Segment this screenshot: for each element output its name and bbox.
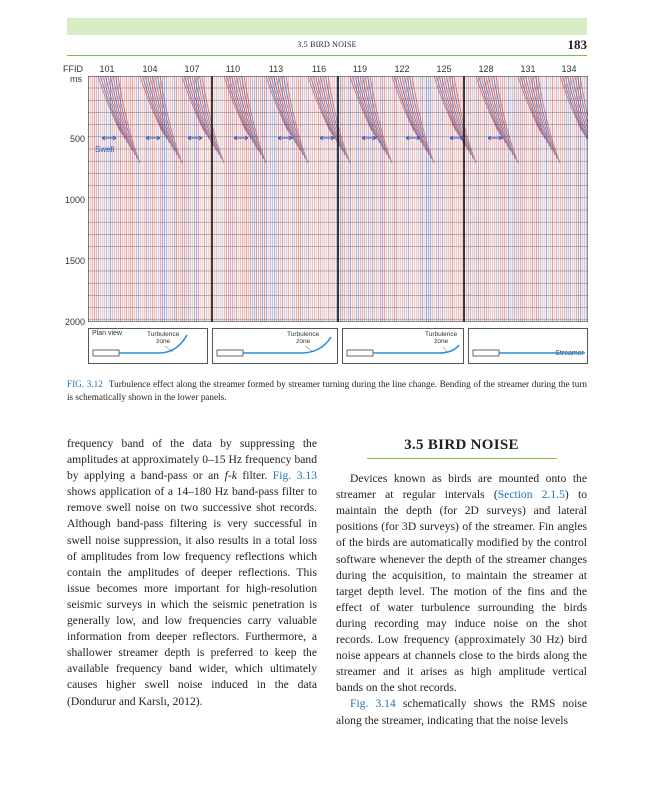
swell-label: Swell	[95, 145, 115, 154]
figure-link[interactable]: Fig. 3.14	[350, 697, 396, 711]
right-column	[336, 436, 587, 729]
figure-caption	[67, 378, 587, 404]
right-paragraph-2	[336, 696, 587, 728]
header-color-band	[67, 18, 587, 35]
ffid-tick-label: 101	[99, 64, 115, 74]
ffid-tick-label: 125	[436, 64, 452, 74]
figure-caption-label: FIG. 3.12	[67, 379, 103, 389]
ffid-tick-label: 113	[268, 64, 284, 74]
turbulence-label-line: Turbulence	[425, 331, 458, 338]
text-run: shows application of a 14–180 Hz band-pass filter to remove swell noise on two successive shot records. Although band-pass filtering is very successful in swell noise suppression, it also results in a total loss of amplitudes from low frequency reflections which contain the amplitudes of deeper reflections. This issue becomes more important for high-resolution seismic surveys in which the seismic penetration is generally low, and low frequencies carry valuable information from deeper reflectors. Furthermore, a shallower streamer depth is preferred to keep the available frequency band wider, which ultimately causes higher swell noise induced in the data (Dondurur and Karslı, 2012).	[67, 485, 317, 708]
text-run: frequency band of the data by suppressing the amplitudes at approximately 0–15 Hz frequency band by applying a band-pass or an	[67, 437, 317, 483]
turbulence-pointer	[443, 347, 447, 352]
text-run: filter.	[236, 469, 273, 483]
section-heading: 3.5 BIRD NOISE	[404, 437, 519, 453]
ffid-axis-label: FFID	[63, 64, 83, 74]
header-rule	[67, 55, 587, 56]
ffid-tick-label: 107	[184, 64, 200, 74]
time-tick-label: 1000	[64, 195, 85, 205]
streamer-curve-2	[213, 329, 337, 363]
ffid-tick-label: 134	[561, 64, 577, 74]
time-axis-unit-label: ms	[70, 74, 82, 84]
time-tick-label: 500	[69, 134, 85, 144]
ffid-tick-row	[88, 64, 588, 76]
vessel-icon	[473, 350, 499, 356]
turbulence-label-line: Turbulence	[287, 331, 320, 338]
plan-panel-4	[468, 328, 588, 364]
text-run: Devices known as birds are mounted onto the streamer at regular intervals (	[336, 472, 587, 502]
running-section-title: 3.5 BIRD NOISE	[297, 40, 357, 49]
right-paragraph-1	[336, 471, 587, 696]
ffid-tick-label: 110	[225, 64, 241, 74]
text-run: schematically shows the RMS noise along the streamer, indicating that the noise levels	[336, 697, 587, 727]
left-column	[67, 436, 317, 710]
zone-label-line: zone	[156, 338, 171, 345]
streamer-line	[243, 337, 331, 353]
figure-3-12	[60, 62, 590, 370]
zone-label-line: zone	[296, 338, 311, 345]
vessel-icon	[217, 350, 243, 356]
text-run: ) to maintain the depth (for 2D surveys) and lateral positions (for 3D surveys) of the streamer. Fin angles of the birds are automatically modified by the control software whenever the depth of the streamer changes during the acquisition, to maintain the streamer at target depth level. The motion of the fins and the effect of water turbulence surrounding the birds during recording may induce noise on the shot records. Low frequency (approximately 30 Hz) bird noise appears at channels close to the birds along the streamer and it arises as high amplitude vertical bands on the shot records.	[336, 488, 587, 695]
text-run-italic: f-k	[224, 469, 237, 483]
time-tick-label: 1500	[64, 256, 85, 266]
section-link[interactable]: Section 2.1.5	[497, 488, 565, 502]
ffid-tick-label: 119	[352, 64, 368, 74]
section-heading-rule	[367, 458, 557, 459]
figure-caption-text: Turbulence effect along the streamer formed by streamer turning during the line change. Bending of the streamer during the turn is schematically shown in the lower panels.	[67, 379, 587, 402]
ffid-tick-label: 122	[394, 64, 410, 74]
seismic-shot-records	[88, 76, 588, 322]
zone-label-line: zone	[434, 338, 449, 345]
plan-view-label: Plan view	[92, 330, 122, 337]
ffid-tick-label: 128	[478, 64, 494, 74]
running-header	[67, 37, 587, 53]
turbulence-label-line: Turbulence	[147, 331, 180, 338]
streamer-curve-4	[469, 329, 587, 363]
left-paragraph	[67, 436, 317, 710]
figure-link[interactable]: Fig. 3.13	[272, 469, 317, 483]
ffid-tick-label: 104	[142, 64, 158, 74]
vessel-icon	[347, 350, 373, 356]
ffid-tick-label: 131	[520, 64, 536, 74]
plan-view-panels	[88, 328, 588, 366]
time-tick-label: 2000	[64, 317, 85, 327]
streamer-curve-3	[343, 329, 463, 363]
streamer-curve-1	[89, 329, 207, 363]
time-tick-column	[60, 62, 87, 332]
page-number: 183	[567, 37, 587, 52]
plan-panel-1	[88, 328, 208, 364]
vessel-icon	[93, 350, 119, 356]
streamer-line	[373, 345, 459, 353]
plan-panel-3	[342, 328, 464, 364]
plan-panel-2	[212, 328, 338, 364]
ffid-tick-label: 116	[311, 64, 327, 74]
streamer-line	[119, 335, 187, 353]
turbulence-pointer	[305, 346, 313, 352]
streamer-label: Streamer	[555, 350, 584, 357]
